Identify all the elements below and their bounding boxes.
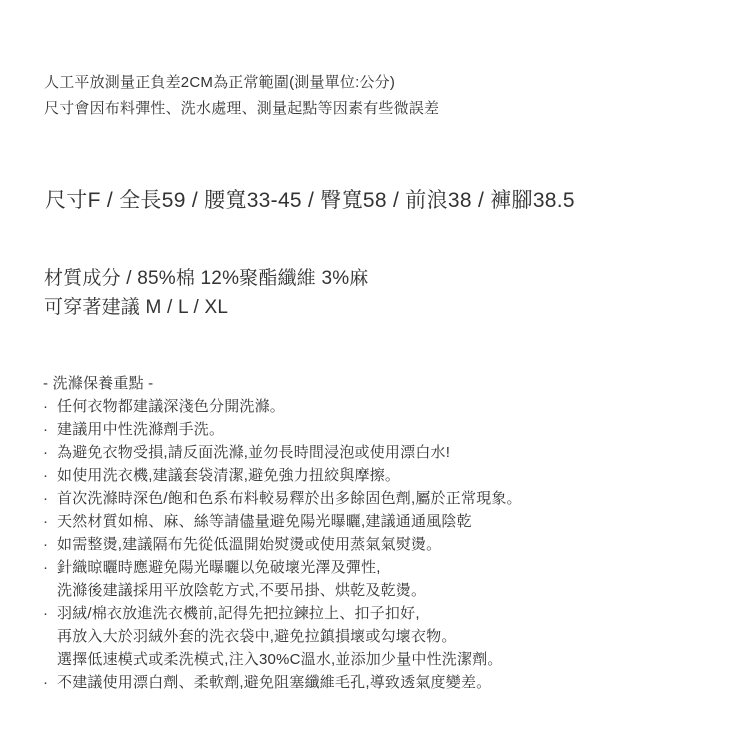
care-item-continuation: [43, 625, 522, 648]
care-item-text: 洗滌後建議採用平放陰乾方式,不要吊掛、烘乾及乾燙。: [57, 582, 427, 599]
care-item-text: 任何衣物都建議深淺色分開洗滌。: [57, 398, 286, 415]
bullet-icon: ·: [43, 490, 49, 507]
care-item-text: 如需整燙,建議隔布先從低溫開始熨燙或使用蒸氣氣熨燙。: [57, 536, 442, 553]
care-item-text: 羽絨/棉衣放進洗衣機前,記得先把拉鍊拉上、扣子扣好,: [57, 605, 420, 622]
care-item-text: 如使用洗衣機,建議套袋清潔,避免強力扭絞與摩擦。: [57, 467, 401, 484]
material-section: [44, 264, 369, 322]
care-item: [43, 533, 522, 556]
care-item-text: 首次洗滌時深色/飽和色系布料較易釋於出多餘固色劑,屬於正常現象。: [57, 490, 522, 507]
bullet-icon: ·: [43, 421, 49, 438]
bullet-icon: ·: [43, 605, 49, 622]
bullet-icon: ·: [43, 444, 49, 461]
bullet-icon: ·: [43, 536, 49, 553]
bullet-icon: ·: [43, 398, 49, 415]
care-item-text: 選擇低速模式或柔洗模式,注入30%C溫水,並添加少量中性洗潔劑。: [57, 651, 503, 668]
bullet-icon: ·: [43, 559, 49, 576]
care-item-text: 再放入大於羽絨外套的洗衣袋中,避免拉鎮損壞或勾壞衣物。: [57, 628, 457, 645]
bullet-icon: ·: [43, 467, 49, 484]
care-item-text: 針織晾曬時應避免陽光曝曬以免破壞光澤及彈性,: [57, 559, 381, 576]
care-item: [43, 556, 522, 579]
material-composition: 材質成分 / 85%棉 12%聚酯纖維 3%麻: [44, 268, 369, 289]
care-item-continuation: [43, 579, 522, 602]
care-item: [43, 395, 522, 418]
care-item-text: 不建議使用漂白劑、柔軟劑,避免阻塞纖維毛孔,導致透氣度變差。: [57, 674, 492, 691]
care-item-text: 建議用中性洗滌劑手洗。: [57, 421, 225, 438]
care-item: [43, 487, 522, 510]
care-item-text: 為避免衣物受損,請反面洗滌,並勿長時間浸泡或使用漂白水!: [57, 444, 451, 461]
bullet-icon: ·: [43, 513, 49, 530]
measurement-note-line1: 人工平放測量正負差2CM為正常範圍(測量單位:公分): [44, 74, 396, 91]
measurement-note-line2: 尺寸會因布料彈性、洗水處理、測量起點等因素有些微誤差: [44, 100, 440, 117]
measurement-notes: [44, 70, 439, 122]
care-item: [43, 441, 522, 464]
size-recommendation: 可穿著建議 M / L / XL: [44, 297, 229, 318]
care-item-text: 天然材質如棉、麻、絲等請儘量避免陽光曝曬,建議通通風陰乾: [57, 513, 472, 530]
care-item: [43, 602, 522, 625]
care-guide-heading: - 洗滌保養重點 -: [43, 375, 154, 392]
care-item: [43, 510, 522, 533]
size-spec-line: 尺寸F / 全長59 / 腰寬33-45 / 臀寬58 / 前浪38 / 褲腳38.5: [45, 189, 575, 212]
care-item: [43, 418, 522, 441]
bullet-icon: ·: [43, 674, 49, 691]
care-item-continuation: [43, 648, 522, 671]
care-item: [43, 464, 522, 487]
care-item: [43, 671, 522, 694]
care-guide-section: [43, 372, 522, 694]
